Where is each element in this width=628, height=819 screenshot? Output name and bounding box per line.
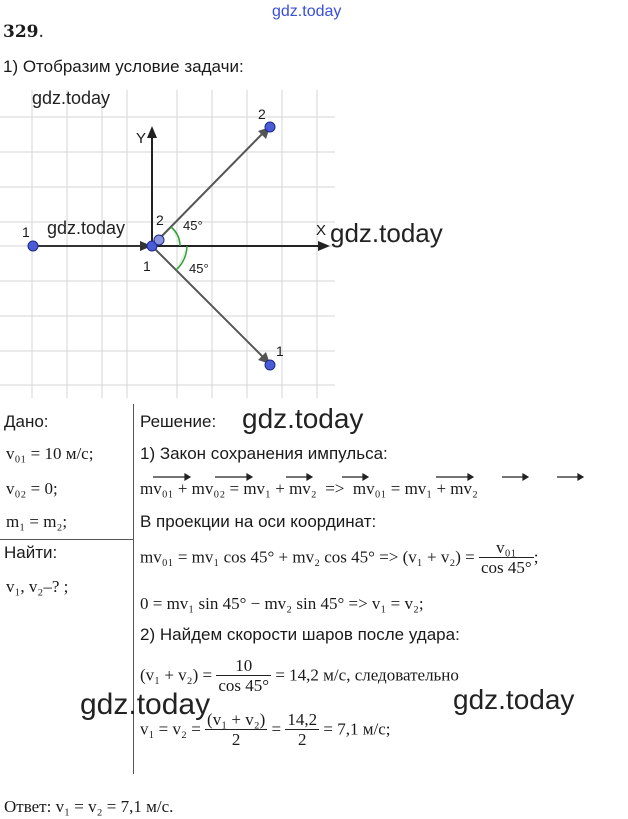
label-1-origin: 1 bbox=[143, 258, 151, 274]
watermark-lower-left: gdz.today bbox=[80, 688, 211, 721]
each-equation: v₁ = v₂ = $\frac{\text{(v₁ + v₂)}}{2}$ = $\frac{14,2}{2}$ = 7,1 м/с; bbox=[140, 710, 391, 749]
label-1-left: 1 bbox=[22, 224, 30, 240]
projection-x-equation: mv₀₁ = mv₁ cos 45° + mv₂ cos 45° => (v₁ + v₂) = $\frac{\text{v₀₁}}{\cos 45^\circ}$ ; bbox=[140, 538, 539, 577]
x-axis-arrow bbox=[318, 241, 330, 251]
given-line-3: m₁ = m₂; bbox=[6, 512, 68, 531]
vector-overlines bbox=[140, 472, 590, 482]
sum-equation: (v₁ + v₂) = $\frac{10}{\cos 45^\circ}$ = 14,2 м/с, следовательно bbox=[140, 656, 459, 695]
given-title: Дано: bbox=[4, 412, 49, 431]
axis-x-label: X bbox=[316, 222, 327, 239]
given-line-1: v₀₁ = 10 м/с; bbox=[6, 444, 94, 463]
watermark-diagram-2: gdz.today bbox=[47, 218, 126, 238]
law-title: 1) Закон сохранения импульса: bbox=[140, 444, 388, 463]
solution-title: Решение: bbox=[140, 412, 217, 431]
angle-arc-top bbox=[171, 227, 180, 246]
projection-y-equation: 0 = mv₁ sin 45° − mv₂ sin 45° => v₁ = v₂; bbox=[140, 594, 424, 613]
find-title: Найти: bbox=[4, 543, 58, 562]
label-1-bottom: 1 bbox=[276, 343, 284, 359]
angle-arc-bottom bbox=[176, 246, 187, 270]
watermark-solution: gdz.today bbox=[242, 403, 364, 434]
watermark-diagram-3: gdz.today bbox=[330, 218, 443, 248]
angle-top-label: 45° bbox=[183, 218, 203, 233]
answer: Ответ: v₁ = v₂ = 7,1 м/с. bbox=[4, 797, 174, 816]
given-line-2: v₀₂ = 0; bbox=[6, 479, 58, 498]
label-2-top: 2 bbox=[258, 106, 266, 122]
problem-number: 329. bbox=[3, 22, 44, 42]
law-equation: mv₀₁ + mv₀₂ = mv₁ + mv₂ => mv₀₁ = mv₁ + mv₂ bbox=[140, 479, 478, 498]
find-line: v₁, v₂–? ; bbox=[6, 577, 69, 596]
step2-title: 2) Найдем скорости шаров после удара: bbox=[140, 625, 460, 644]
label-2-origin: 2 bbox=[156, 212, 164, 228]
projection-title: В проекции на оси координат: bbox=[140, 512, 377, 531]
point-1-left bbox=[28, 241, 38, 251]
point-1-bottom bbox=[265, 360, 275, 370]
watermark-top: gdz.today bbox=[272, 3, 342, 20]
given-find-divider bbox=[0, 539, 133, 540]
angle-bottom-label: 45° bbox=[189, 261, 209, 276]
vector-diagram bbox=[0, 80, 628, 402]
vector-ball-2 bbox=[158, 132, 264, 240]
watermark-diagram-1: gdz.today bbox=[32, 88, 111, 108]
axis-y-label: Y bbox=[136, 130, 147, 147]
grid bbox=[0, 90, 335, 398]
watermark-lower-right: gdz.today bbox=[453, 684, 575, 715]
point-2-top bbox=[265, 122, 275, 132]
point-origin-2 bbox=[154, 235, 164, 245]
y-axis-arrow bbox=[147, 126, 157, 138]
step1-title: 1) Отобразим условие задачи: bbox=[3, 57, 244, 76]
